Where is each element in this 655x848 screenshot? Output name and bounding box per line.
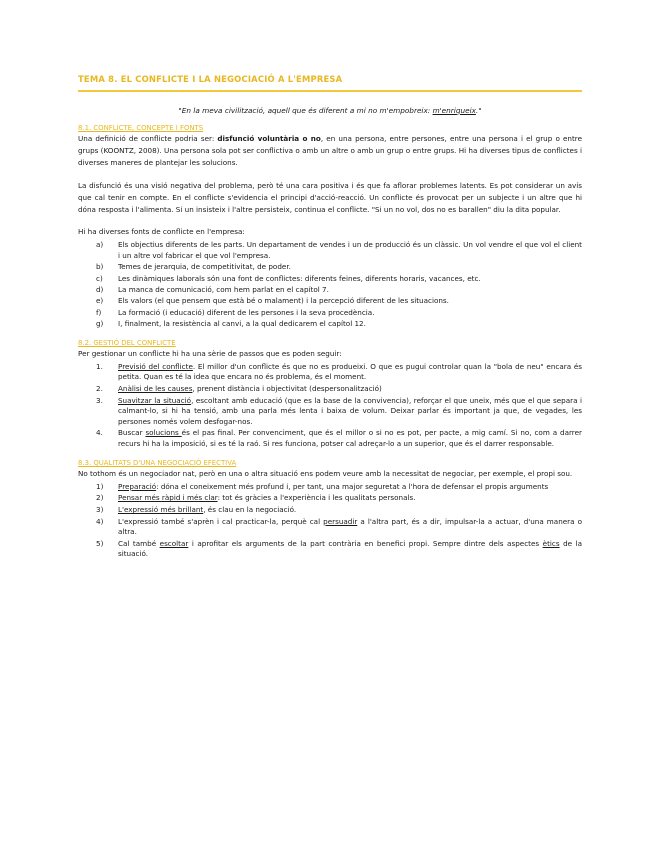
list-item: 1. Previsió del conflicte. El millor d'un conflicte és que no es produeixi. O que es pugui controlar quan la "bola de neu" encara és petita. Quan es té la idea que encara no és problema, és el moment.	[96, 361, 582, 382]
management-steps-list	[78, 362, 582, 450]
paragraph-dysfunction: La disfunció és una visió negativa del problema, però té una cara positiva i és que fa aflorar problemes latents. Es pot considerar un avís que cal tenir en compte. En el conflicte s'evidencia el principi d'acció-reacció. Un conflicte és provocat per un subjecte i un altre que hi dóna resposta i l'alimenta. Si un insisteix i l'altre persisteix, continua el conflicte. "Si un no vol, dos no es barallen" diu la dita popular.	[78, 180, 582, 215]
list-item: 5) Cal també escoltar i aprofitar els arguments de la part contrària en benefici propi. Sempre dintre dels aspectes ètics de la situació.	[96, 538, 582, 559]
definition-lead: Una definició de conflicte podria ser:	[78, 134, 218, 143]
epigraph-quote	[78, 106, 582, 115]
section-heading-8-3: 8.3. QUALITATS D'UNA NEGOCIACIÓ EFECTIVA	[78, 458, 237, 467]
list-item: a) Els objectius diferents de les parts. Un departament de vendes i un de producció és un clàssic. Un vol vendre el que vol el client i un altre vol fabricar el que vol l'empresa.	[96, 240, 582, 260]
list-item: 4. Buscar solucions és el pas final. Per convenciment, que és el millor o si no es pot, per pacte, a mig camí. Si no, com a darrer recurs hi ha la imposició, si es té la raó. Si res funciona, potser cal adreçar-lo a un superior, que és el darrer responsable.	[96, 428, 582, 449]
section-heading-8-1: 8.1. CONFLICTE, CONCEPTE I FONTS	[78, 124, 204, 132]
quote-prefix: "En la meva civilització, aquell que és diferent a mi no m'empobreix:	[178, 106, 433, 115]
paragraph-sources-intro: Hi ha diverses fonts de conflicte en l'empresa:	[78, 227, 245, 237]
list-item: g) I, finalment, la resistència al canvi, a la qual dedicarem el capítol 12.	[96, 319, 366, 329]
list-item: c) Les dinàmiques laborals són una font de conflictes: diferents feines, diferents horaris, vacances, etc.	[96, 273, 481, 283]
definition-bold: disfunció voluntària o no	[217, 134, 321, 143]
negotiation-qualities-list	[78, 482, 582, 560]
definition-rest: , en una persona, entre persones, entre una persona i el grup o entre grups (KOONTZ, 2008). Una persona sola pot ser conflictiva o amb un altre o amb un grup o entre grups. Hi ha diverses tipus de conflictes i diverses maneres de plantejar les solucions.	[78, 134, 582, 168]
sources-list	[78, 240, 582, 329]
quote-underlined-word: m'enriqueix	[432, 106, 476, 115]
paragraph-negotiation-intro: No tothom és un negociador nat, però en una o altra situació ens podem veure amb la necessitat de negociar, per exemple, el propi sou.	[78, 468, 573, 478]
title-divider	[78, 90, 582, 92]
list-item: 2. Anàlisi de les causes, prenent distància i objectivitat (despersonalització)	[96, 384, 382, 394]
paragraph-management-intro: Per gestionar un conflicte hi ha una sèrie de passos que es poden seguir:	[78, 348, 342, 358]
list-item: 4) L'expressió també s'aprèn i cal practicar-la, perquè cal persuadir a l'altra part, és a dir, impulsar-la a actuar, d'una manera o altra.	[96, 516, 582, 537]
document-page	[78, 74, 582, 561]
list-item: 1) Preparació: dóna el coneixement més profund i, per tant, una major seguretat a l'hora de defensar el propis arguments	[96, 481, 549, 491]
section-heading-8-2: 8.2. GESTIÓ DEL CONFLICTE	[78, 338, 176, 347]
list-item: f) La formació (i educació) diferent de les persones i la seva procedència.	[96, 307, 375, 317]
paragraph-definition	[78, 133, 582, 170]
list-item: e) Els valors (el que pensem que està bé o malament) i la percepció diferent de les situacions.	[96, 296, 449, 306]
list-item: 3) L'expressió més brillant, és clau en la negociació.	[96, 505, 297, 515]
list-item: d) La manca de comunicació, com hem parlat en el capítol 7.	[96, 285, 329, 295]
list-item: 2) Pensar més ràpid i més clar: tot és gràcies a l'experiència i les qualitats personals.	[96, 493, 416, 503]
list-item: b) Temes de jerarquia, de competitivitat, de poder.	[96, 262, 291, 272]
quote-suffix: ."	[475, 106, 482, 115]
document-title: TEMA 8. EL CONFLICTE I LA NEGOCIACIÓ A L'EMPRESA	[78, 74, 343, 84]
list-item: 3. Suavitzar la situació, escoltant amb educació (que es la base de la convivencia), reforçar el que uneix, més que el que separa i calmant-lo, si hi ha tensió, amb una parla més lenta i baixa de volum. Deixar parlar és important ja que, de vegades, les persones només volem desfogar-nos.	[96, 395, 582, 426]
